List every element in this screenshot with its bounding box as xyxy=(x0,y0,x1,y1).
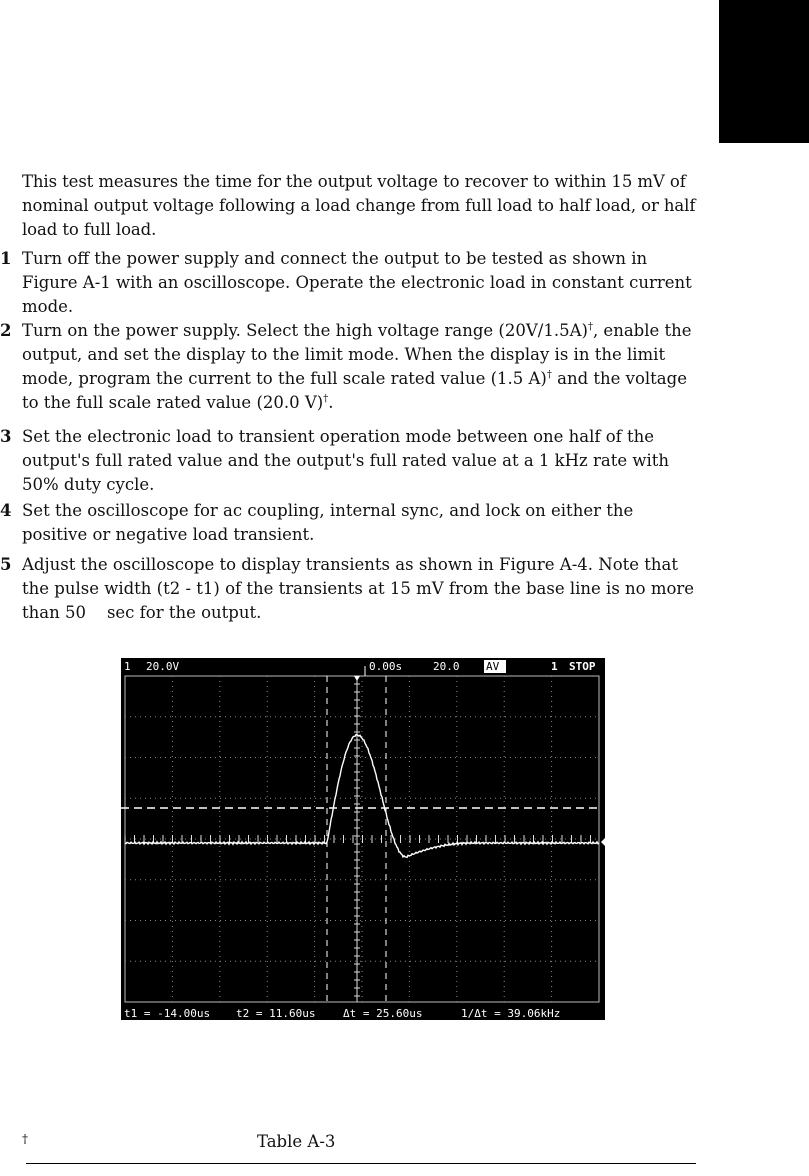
channel-label: 1 xyxy=(124,660,131,673)
step-1 xyxy=(0,247,702,319)
time-per-div: 20.0 xyxy=(433,660,460,673)
footer-rule xyxy=(26,1163,696,1164)
delta-t-readout: Δt = 25.60us xyxy=(343,1007,423,1020)
intro-paragraph: This test measures the time for the output voltage to recover to within 15 mV of nominal output voltage following a load change from full load to half load, or half load to full load. xyxy=(22,172,696,239)
step-number: 4 xyxy=(0,501,12,520)
footnote-symbol: † xyxy=(22,1132,28,1146)
volts-per-div: 20.0V xyxy=(146,660,180,673)
step-text: Turn on the power supply. Select the high voltage range (20V/1.5A)†, enable the output, and set the display to the limit mode. When the display is in the limit mode, program the current to the full scale rated value (1.5 A)† and the voltage to the full scale rated value (20.0 V)†. xyxy=(22,321,692,412)
ground-marker xyxy=(601,838,605,846)
step-5 xyxy=(0,553,702,625)
step-text: Set the oscilloscope for ac coupling, internal sync, and lock on either the positive or negative load transient. xyxy=(22,501,634,544)
step-number: 3 xyxy=(0,427,12,446)
scope-display xyxy=(121,658,605,1020)
step-number: 1 xyxy=(0,249,12,268)
step-3 xyxy=(0,425,702,497)
step-text: Turn off the power supply and connect the output to be tested as shown in Figure A-1 with an oscilloscope. Operate the electronic load in constant current mode. xyxy=(22,249,692,316)
oscilloscope-screenshot xyxy=(121,658,605,1020)
step-number: 2 xyxy=(0,321,12,340)
step-text: Adjust the oscilloscope to display transients as shown in Figure A-4. Note that the pulse width (t2 - t1) of the transients at 15 mV from the base line is no more than 50 sec for the output. xyxy=(22,555,700,622)
step-number: 5 xyxy=(0,555,12,574)
inverse-delta-t-readout: 1/Δt = 39.06kHz xyxy=(461,1007,561,1020)
step-text: Set the electronic load to transient operation mode between one half of the output's full rated value and the output's full rated value at a 1 kHz rate with 50% duty cycle. xyxy=(22,427,670,494)
step-4 xyxy=(0,499,702,547)
mode-badge: AV xyxy=(486,660,500,673)
trigger-source: 1 xyxy=(551,660,558,673)
chapter-tab xyxy=(719,0,809,143)
dagger-mark: † xyxy=(323,393,329,405)
dagger-mark: † xyxy=(587,321,593,333)
t2-readout: t2 = 11.60us xyxy=(236,1007,316,1020)
t1-readout: t1 = -14.00us xyxy=(124,1007,211,1020)
step-2 xyxy=(0,319,702,415)
time-reference: 0.00s xyxy=(369,660,403,673)
trigger-position-marker xyxy=(354,676,360,681)
dagger-mark: † xyxy=(546,369,552,381)
table-reference: Table A-3 xyxy=(257,1132,336,1151)
run-state: STOP xyxy=(569,660,596,673)
